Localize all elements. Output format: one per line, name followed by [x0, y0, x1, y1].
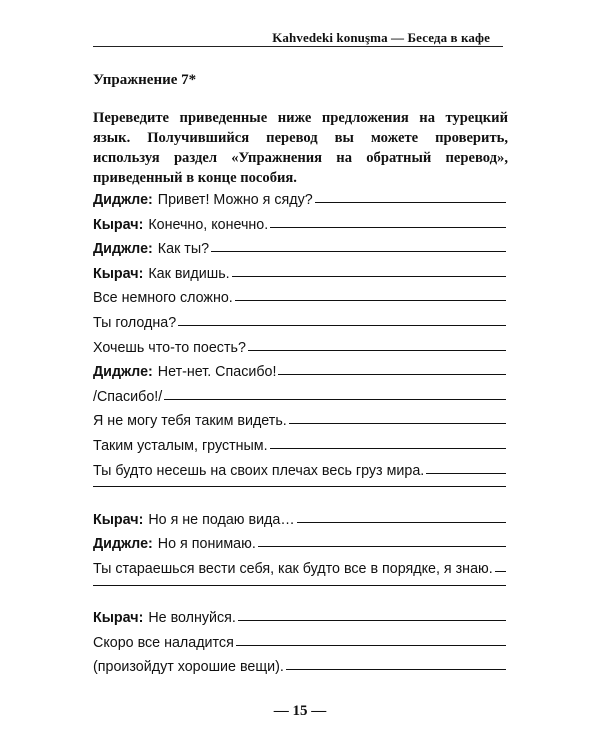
dialogue-line — [93, 217, 506, 242]
sentence-text: Но я понимаю. — [157, 536, 256, 553]
sentence-text: Я не могу тебя таким видеть. — [93, 413, 287, 430]
dialogue-line — [93, 610, 506, 635]
answer-blank — [93, 486, 506, 487]
answer-blank — [236, 645, 506, 646]
dialogue-line — [93, 438, 506, 463]
dialogue-line — [93, 635, 506, 660]
answer-blank — [211, 251, 506, 252]
exercise-instructions: Переведите приведенные ниже предложения на турецкий язык. Получившийся перевод вы можете проверить, используя раздел «Упражнения на обратный перевод», приведенный в конце пособия. — [93, 110, 508, 186]
dialogue-line — [93, 340, 506, 365]
dialogue-line — [93, 389, 506, 414]
answer-blank — [270, 448, 506, 449]
speaker-label: Диджле: — [93, 364, 153, 381]
answer-blank — [164, 399, 506, 400]
header-rule — [93, 46, 503, 47]
speaker-label: Кырач: — [93, 511, 144, 528]
dialogue-line — [93, 192, 506, 217]
exercise-title: Упражнение 7* — [93, 72, 197, 88]
sentence-text: Все немного сложно. — [93, 290, 233, 307]
speaker-label: Кырач: — [93, 265, 144, 282]
dialogue-line — [93, 413, 506, 438]
dialogue-line — [93, 512, 506, 537]
sentence-text: Ты голодна? — [93, 314, 177, 331]
sentence-text: Не волнуйся. — [148, 610, 236, 627]
sentence-text: Конечно, конечно. — [148, 216, 269, 233]
answer-blank — [270, 227, 506, 228]
dialogue-line — [93, 364, 506, 389]
sentence-text: (произойдут хорошие вещи). — [93, 659, 284, 676]
dialogue-line — [93, 315, 506, 340]
running-title: Kahvedeki konuşma — Беседа в кафе — [272, 30, 490, 45]
answer-blank — [238, 620, 506, 621]
sentence-text: Но я не подаю вида… — [148, 511, 295, 528]
sentence-text: Привет! Можно я сяду? — [157, 192, 313, 208]
sentence-text: Нет-нет. Спасибо! — [157, 364, 277, 381]
dialogue-line — [93, 561, 506, 586]
answer-blank — [93, 585, 506, 586]
sentence-text: Хочешь что-то поесть? — [93, 339, 246, 356]
dialogue-line — [93, 586, 506, 611]
dialogue-line — [93, 487, 506, 512]
answer-blank — [178, 325, 506, 326]
dialogue-line — [93, 659, 506, 684]
dialogue-line — [93, 536, 506, 561]
dialogue-line — [93, 290, 506, 315]
dialogue-line — [93, 463, 506, 488]
answer-blank — [495, 571, 506, 572]
dialogue-line — [93, 241, 506, 266]
translation-lines — [93, 192, 506, 684]
sentence-text: /Спасибо!/ — [93, 388, 163, 405]
page-number: — 15 — — [273, 703, 327, 719]
answer-blank — [258, 546, 506, 547]
sentence-text: Ты стараешься вести себя, как будто все в порядке, я знаю. — [93, 560, 493, 577]
sentence-text: Скоро все наладится — [93, 634, 234, 651]
answer-blank — [278, 374, 506, 375]
speaker-label: Диджле: — [93, 241, 153, 258]
sentence-text: Как видишь. — [148, 265, 230, 282]
speaker-label: Диджле: — [93, 192, 153, 208]
sentence-text: Как ты? — [157, 241, 210, 258]
answer-blank — [248, 350, 506, 351]
answer-blank — [315, 202, 506, 203]
answer-blank — [289, 423, 506, 424]
speaker-label: Диджле: — [93, 536, 153, 553]
dialogue-line — [93, 266, 506, 291]
answer-blank — [286, 669, 506, 670]
answer-blank — [235, 300, 506, 301]
answer-blank — [426, 473, 506, 474]
sentence-text: Ты будто несешь на своих плечах весь груз мира. — [93, 462, 425, 479]
answer-blank — [232, 276, 506, 277]
sentence-text: Таким усталым, грустным. — [93, 437, 268, 454]
answer-blank — [297, 522, 506, 523]
speaker-label: Кырач: — [93, 610, 144, 627]
speaker-label: Кырач: — [93, 216, 144, 233]
